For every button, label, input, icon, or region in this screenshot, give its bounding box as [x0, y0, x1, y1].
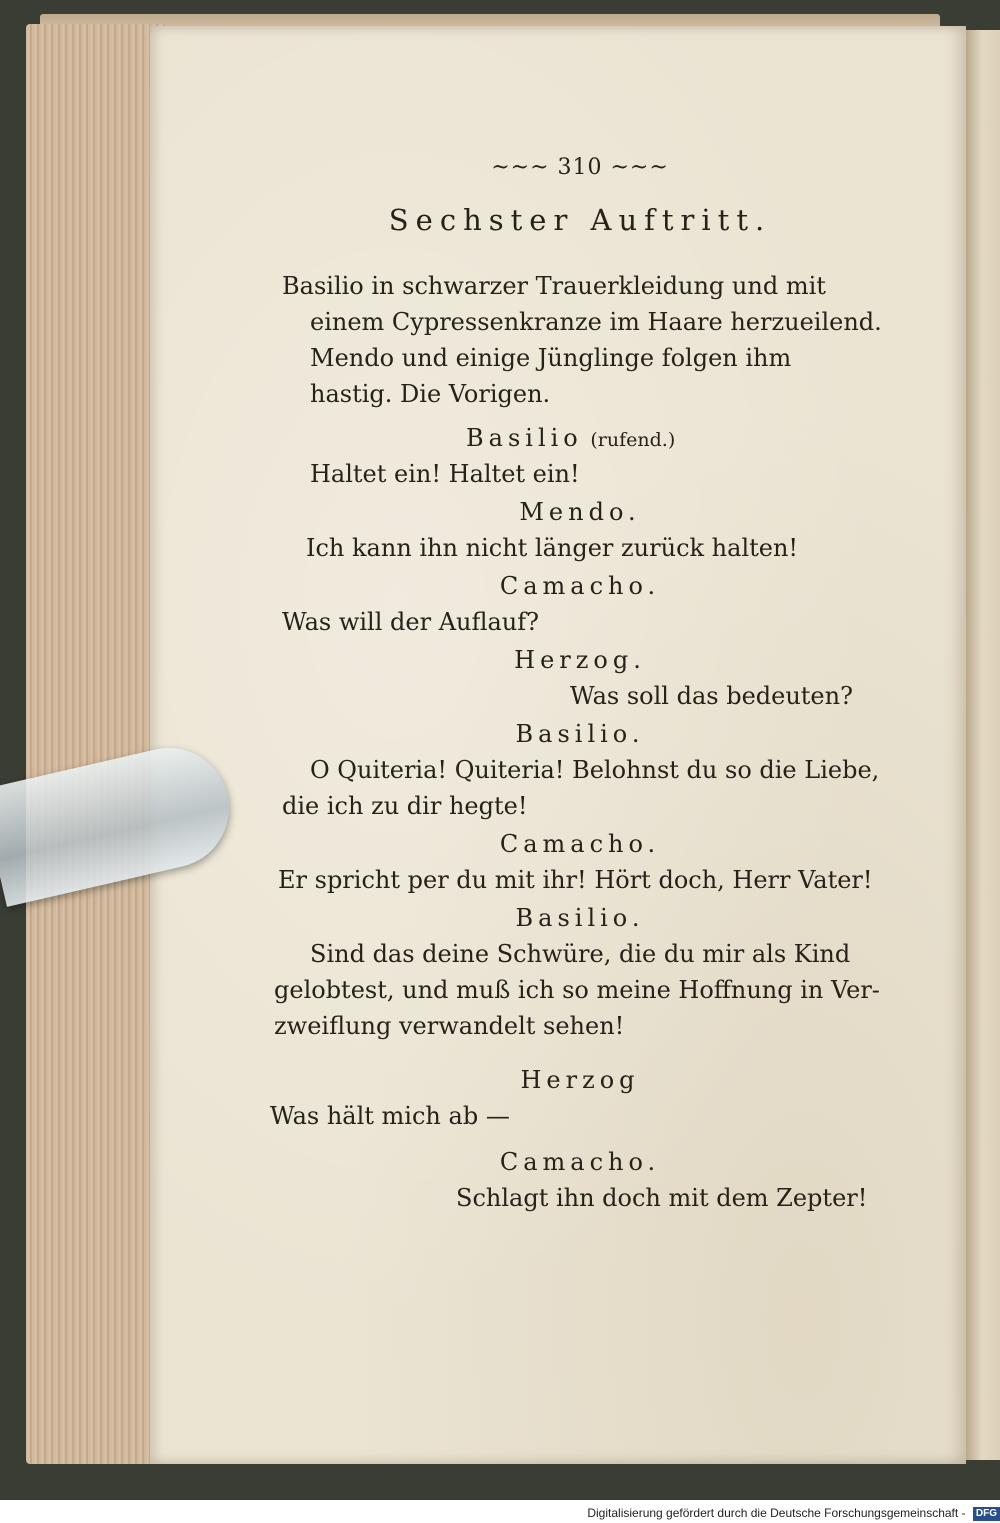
speech-line: Was will der Auflauf? — [282, 608, 540, 636]
speaker-name: Camacho. — [499, 830, 661, 858]
speech-line: gelobtest, und muß ich so meine Hoffnung in Ver- — [274, 976, 880, 1004]
speaker-name: Camacho. — [499, 1148, 661, 1176]
stage-direction-line: Mendo und einige Jünglinge folgen ihm — [310, 344, 792, 372]
speaker-name: Basilio. — [515, 904, 645, 932]
scene-heading: Sechster Auftritt. — [388, 203, 772, 237]
page-stack-edge — [26, 24, 166, 1464]
digitization-credit — [560, 1503, 1000, 1523]
speech-line: O Quiteria! Quiteria! Belohnst du so die Liebe, — [310, 756, 880, 784]
speech-line: Was soll das bedeuten? — [570, 682, 853, 710]
speech-line: Schlagt ihn doch mit dem Zepter! — [456, 1184, 868, 1212]
stage-direction-line: Basilio in schwarzer Trauerkleidung und mit — [282, 272, 826, 300]
page-number-line: ~~~ 310 ~~~ — [491, 155, 669, 180]
speech-line: Was hält mich ab — — [270, 1102, 510, 1130]
speech-line: zweiflung verwandelt sehen! — [274, 1012, 625, 1040]
stage-direction-line: einem Cypressenkranze im Haare herzueilend. — [310, 308, 882, 336]
credit-text: Digitalisierung gefördert durch die Deutsche Forschungsgemeinschaft - — [587, 1506, 966, 1520]
speaker-note: (rufend.) — [590, 429, 676, 451]
speaker-name: Basilio. — [515, 720, 645, 748]
speaker-name: Herzog — [520, 1066, 640, 1094]
speech-line: Haltet ein! Haltet ein! — [310, 460, 580, 488]
stage-direction-line: hastig. Die Vorigen. — [310, 380, 551, 408]
speaker-name: Basilio (rufend.) — [466, 424, 676, 452]
speech-line: die ich zu dir hegte! — [282, 792, 528, 820]
facing-page-edge — [966, 30, 1000, 1460]
speaker-name: Mendo. — [519, 498, 641, 526]
speaker-name: Camacho. — [499, 572, 661, 600]
speaker-name: Herzog. — [514, 646, 646, 674]
speech-line: Ich kann ihn nicht länger zurück halten! — [306, 534, 799, 562]
dfg-logo[interactable]: DFG — [973, 1507, 1000, 1521]
page-number: 310 — [557, 155, 603, 180]
speech-line: Sind das deine Schwüre, die du mir als Kind — [310, 940, 851, 968]
speech-line: Er spricht per du mit ihr! Hört doch, Herr Vater! — [278, 866, 873, 894]
